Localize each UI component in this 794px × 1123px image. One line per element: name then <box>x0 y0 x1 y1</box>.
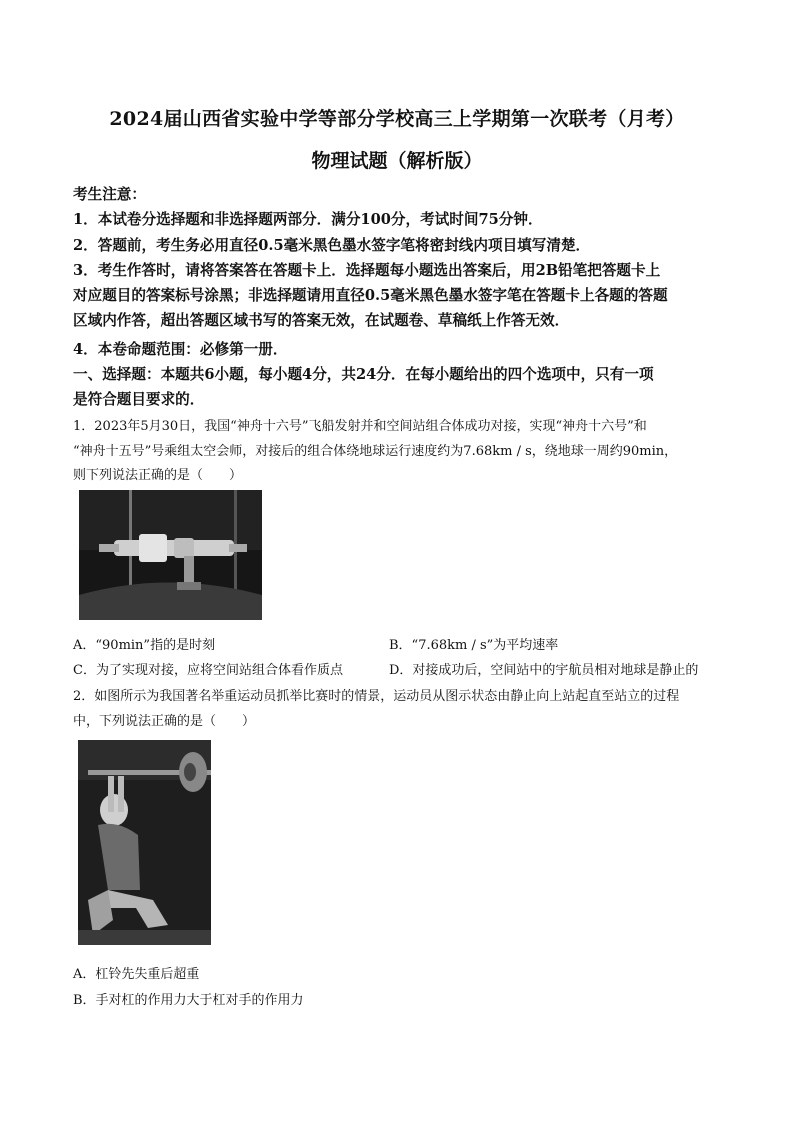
question-1-text-cont: “神舟十五号”号乘组太空会师，对接后的组合体绕地球运行速度约为7.68km / s，绕地球一周约90min， <box>73 444 678 459</box>
question-2-text: 2．如图所示为我国著名举重运动员抓举比赛时的情景，运动员从图示状态由静止向上站起直至站立的过程 <box>73 689 680 704</box>
question-1-option-d: D．对接成功后，空间站中的宇航员相对地球是静止的 <box>389 663 699 678</box>
question-1-option-c: C．为了实现对接，应将空间站组合体看作质点 <box>73 663 343 678</box>
notice-item-4: 4．本卷命题范围：必修第一册． <box>73 341 288 358</box>
section-heading: 一、选择题：本题共6小题，每小题4分，共24分．在每小题给出的四个选项中，只有一项 <box>73 366 654 383</box>
notice-item-3-cont: 对应题目的答案标号涂黑；非选择题请用直径0.5毫米黑色墨水签字笔在答题卡上各题的答题 <box>73 287 668 304</box>
question-2-option-b: B．手对杠的作用力大于杠对手的作用力 <box>73 993 304 1008</box>
notice-item-3: 3．考生作答时，请将答案答在答题卡上．选择题每小题选出答案后，用2B铅笔把答题卡上 <box>73 262 661 279</box>
page-title: 2024届山西省实验中学等部分学校高三上学期第一次联考（月考） <box>109 108 685 130</box>
question-2-text-cont: 中，下列说法正确的是（ ） <box>73 714 256 729</box>
question-1-option-a: A．“90min”指的是时刻 <box>73 638 216 653</box>
notice-item-1: 1．本试卷分选择题和非选择题两部分．满分100分，考试时间75分钟． <box>73 211 543 228</box>
question-1-text-cont2: 则下列说法正确的是（ ） <box>73 468 243 483</box>
section-heading-cont: 是符合题目要求的． <box>73 391 205 408</box>
notice-item-3-cont2: 区域内作答，超出答题区域书写的答案无效，在试题卷、草稿纸上作答无效． <box>73 312 570 329</box>
question-1-text: 1．2023年5月30日，我国“神舟十六号”飞船发射并和空间站组合体成功对接，实现“神舟十六号”和 <box>73 419 647 434</box>
weightlifter-photo <box>78 740 211 945</box>
question-1-option-b: B．“7.68km / s”为平均速率 <box>389 638 559 653</box>
notice-item-2: 2．答题前，考生务必用直径0.5毫米黑色墨水签字笔将密封线内项目填写清楚． <box>73 237 591 254</box>
notice-heading: 考生注意： <box>73 186 146 203</box>
page-subtitle: 物理试题（解析版） <box>311 150 483 172</box>
space-station-photo <box>79 490 262 620</box>
question-2-option-a: A．杠铃先失重后超重 <box>73 967 200 982</box>
